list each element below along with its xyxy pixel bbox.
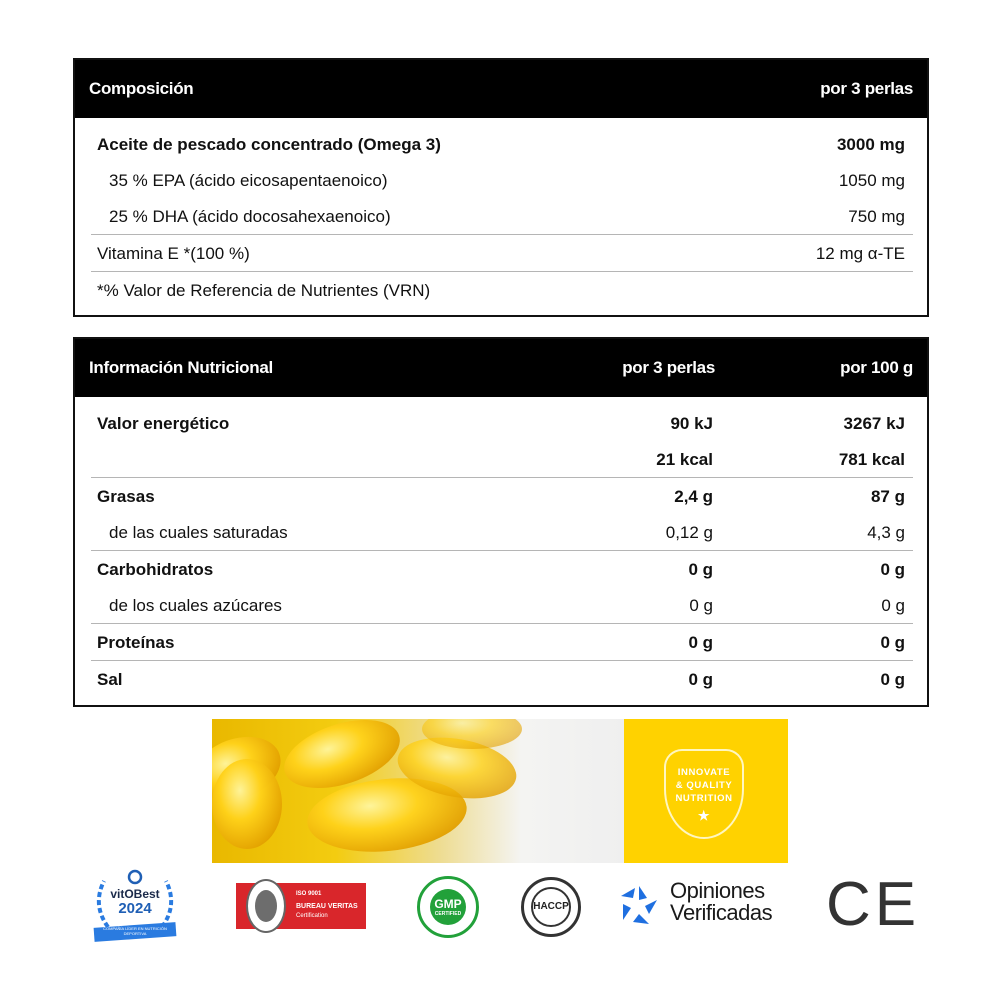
row-label: Carbohidratos — [97, 560, 214, 579]
badge-line: NUTRITION — [675, 793, 733, 804]
table-row — [75, 126, 927, 162]
row-label: de los cuales azúcares — [109, 596, 282, 615]
table-row — [75, 441, 927, 477]
row-value-per-100g: 4,3 g — [867, 523, 905, 542]
opiniones-line2: Verificadas — [670, 900, 773, 925]
bureau-veritas-logo — [236, 883, 366, 929]
table-row — [75, 235, 927, 271]
composition-header — [75, 60, 927, 118]
row-label: Valor energético — [97, 414, 230, 433]
row-value: 750 mg — [848, 207, 905, 226]
table-row — [75, 272, 927, 308]
fish-oil-capsules-image — [212, 719, 624, 863]
vitobest-year: 2024 — [118, 900, 152, 917]
opiniones-verificadas-logo — [617, 880, 797, 930]
row-value-per-serving: 0 g — [688, 560, 713, 579]
row-label: 25 % DHA (ácido docosahexaenoico) — [109, 207, 391, 226]
vitobest-ribbon: COMPAÑÍA LÍDER EN NUTRICIÓN DEPORTIVA — [103, 926, 167, 936]
row-label: Aceite de pescado concentrado (Omega 3) — [97, 135, 441, 154]
ce-mark-text: CE — [826, 870, 921, 939]
composition-table — [73, 58, 929, 317]
composition-column-header: por 3 perlas — [820, 79, 913, 98]
table-row — [75, 162, 927, 198]
row-value-per-100g: 0 g — [880, 633, 905, 652]
row-value: 3000 mg — [836, 135, 905, 154]
row-value-per-serving: 0 g — [689, 596, 713, 615]
row-value-per-serving: 0,12 g — [665, 523, 713, 542]
table-row — [75, 405, 927, 441]
row-value-per-serving: 90 kJ — [670, 414, 713, 433]
row-label: de las cuales saturadas — [109, 523, 288, 542]
table-row — [75, 587, 927, 623]
opiniones-line1: Opiniones — [670, 878, 765, 903]
opiniones-star-icon — [617, 884, 661, 928]
row-value-per-100g: 0 g — [881, 596, 905, 615]
row-value-per-100g: 0 g — [880, 560, 905, 579]
row-value-per-100g: 0 g — [880, 670, 905, 689]
gmp-certified-logo — [417, 876, 479, 938]
row-label: 35 % EPA (ácido eicosapentaenoico) — [109, 171, 388, 190]
table-row — [75, 551, 927, 587]
table-row — [75, 198, 927, 234]
row-label: Sal — [97, 670, 123, 689]
table-row — [75, 514, 927, 550]
row-value-per-100g: 781 kcal — [838, 450, 905, 469]
nutrition-column-header-2: por 100 g — [840, 358, 913, 377]
footnote: *% Valor de Referencia de Nutrientes (VRN) — [97, 281, 431, 300]
table-row — [75, 478, 927, 514]
quality-badge — [664, 749, 744, 839]
badge-line: INNOVATE — [677, 767, 731, 778]
ce-mark — [826, 870, 921, 939]
vitobest-award-logo — [90, 865, 180, 945]
bv-iso: ISO 9001 — [296, 891, 322, 897]
row-value: 12 mg α-TE — [815, 244, 905, 263]
gmp-text: GMP — [434, 897, 462, 911]
composition-title: Composición — [89, 79, 194, 98]
nutrition-header — [75, 339, 927, 397]
row-label: Proteínas — [97, 633, 175, 652]
quality-banner — [624, 719, 788, 863]
row-value-per-100g: 87 g — [870, 487, 905, 506]
bureau-veritas-seal-icon — [246, 879, 286, 933]
table-row — [75, 661, 927, 697]
nutrition-column-header-1: por 3 perlas — [622, 358, 715, 377]
row-value-per-serving: 21 kcal — [656, 450, 713, 469]
bv-name: BUREAU VERITAS — [296, 903, 358, 910]
row-value-per-serving: 0 g — [688, 633, 713, 652]
bv-certification: Certification — [296, 913, 328, 919]
row-label: Grasas — [97, 487, 155, 506]
row-value-per-100g: 3267 kJ — [843, 414, 905, 433]
vitobest-brand: vitOBest — [110, 887, 160, 901]
badge-line: & QUALITY — [675, 780, 733, 791]
table-row — [75, 624, 927, 660]
haccp-text: HACCP — [533, 901, 569, 912]
nutrition-title: Información Nutricional — [89, 358, 273, 377]
star-icon: ★ — [697, 808, 711, 823]
row-value-per-serving: 2,4 g — [674, 487, 713, 506]
haccp-logo — [521, 877, 581, 937]
nutrition-table — [73, 337, 929, 707]
row-value: 1050 mg — [838, 171, 905, 190]
row-value-per-serving: 0 g — [688, 670, 713, 689]
row-label: Vitamina E *(100 %) — [97, 244, 250, 263]
gmp-sub: CERTIFIED — [434, 911, 462, 917]
